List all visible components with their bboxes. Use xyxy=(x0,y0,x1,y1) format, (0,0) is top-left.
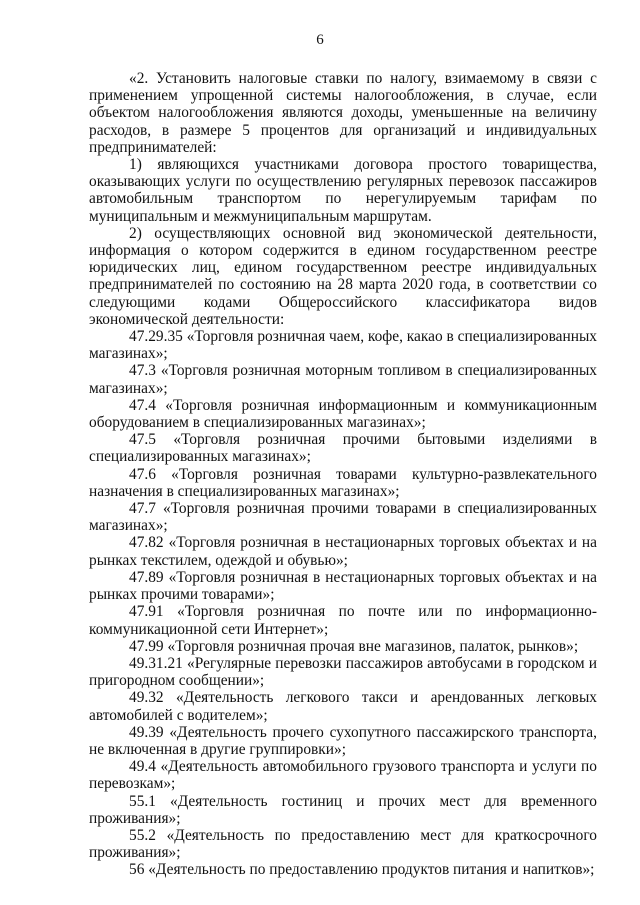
paragraph-item-1: 1) являющихся участниками договора простого товарищества, оказывающих услуги по осуществлению регулярных перевозок пассажиров автомобильным транспортом по нерегулируемым тарифам по муниципальным и межмуниципальным маршрутам. xyxy=(89,156,597,225)
page-number: 6 xyxy=(316,32,324,48)
okved-entry: 47.4 «Торговля розничная информационным и коммуникационным оборудованием в специализированных магазинах»; xyxy=(89,396,597,432)
okved-entry: 55.1 «Деятельность гостиниц и прочих мест для временного проживания»; xyxy=(89,792,597,827)
okved-entry: 47.82 «Торговля розничная в нестационарных торговых объектах и на рынках текстилем, одеждой и обувью»; xyxy=(89,534,597,569)
okved-entry: 49.4 «Деятельность автомобильного грузового транспорта и услуги по перевозкам»; xyxy=(89,758,597,793)
okved-entry: 55.2 «Деятельность по предоставлению мест для краткосрочного проживания»; xyxy=(89,826,597,862)
paragraph-intro: «2. Установить налоговые ставки по налогу, взимаемому в связи с применением упрощенной системы налогообложения, в случае, если объектом налогообложения являются доходы, уменьшенные на величину расходов, в размере 5 процентов для организаций и индивидуальных предпринимателей: xyxy=(89,70,597,156)
document-body xyxy=(89,70,597,879)
okved-entry: 49.31.21 «Регулярные перевозки пассажиров автобусами в городском и пригородном сообщении»; xyxy=(89,654,597,690)
okved-entry: 49.32 «Деятельность легкового такси и арендованных легковых автомобилей с водителем»; xyxy=(89,689,597,724)
okved-entry: 56 «Деятельность по предоставлению продуктов питания и напитков»; xyxy=(129,861,595,879)
okved-entry: 47.5 «Торговля розничная прочими бытовыми изделиями в специализированных магазинах»; xyxy=(89,431,597,466)
okved-entry: 47.7 «Торговля розничная прочими товарами в специализированных магазинах»; xyxy=(89,500,597,535)
okved-entry: 47.6 «Торговля розничная товарами культурно-развлекательного назначения в специализированных магазинах»; xyxy=(89,465,597,500)
paragraph-item-2: 2) осуществляющих основной вид экономической деятельности, информация о котором содержится в едином государственном реестре юридических лиц, едином государственном реестре индивидуальных предпринимателей по состоянию на 28 марта 2020 года, в соответствии со следующими кодами Общероссийского классификатора видов экономической деятельности: xyxy=(89,224,597,328)
okved-entry: 49.39 «Деятельность прочего сухопутного пассажирского транспорта, не включенная в другие группировки»; xyxy=(89,723,597,758)
okved-entry: 47.89 «Торговля розничная в нестационарных торговых объектах и на рынках прочими товарами»; xyxy=(89,568,597,604)
okved-entry: 47.91 «Торговля розничная по почте или по информационно-коммуникационной сети Интернет»; xyxy=(89,603,597,638)
okved-entry: 47.29.35 «Торговля розничная чаем, кофе, какао в специализированных магазинах»; xyxy=(89,328,597,363)
okved-entry: 47.3 «Торговля розничная моторным топливом в специализированных магазинах»; xyxy=(89,362,597,397)
okved-entry: 47.99 «Торговля розничная прочая вне магазинов, палаток, рынков»; xyxy=(129,637,579,655)
